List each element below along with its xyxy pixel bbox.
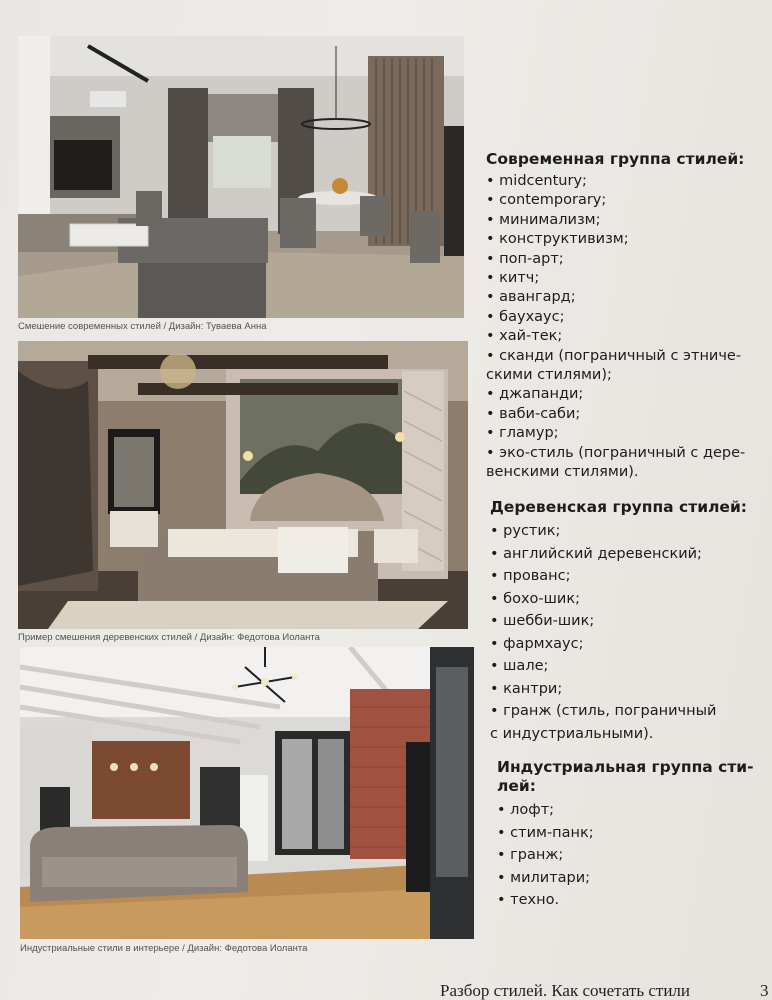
list-item: с индустриальными). [490, 725, 654, 742]
list-item: • гранж; [497, 847, 564, 863]
list-item: • стим-панк; [497, 824, 594, 841]
list-item: • фармхаус; [490, 635, 584, 652]
list-item: • contemporary; [486, 192, 607, 209]
group-title: Современная группа стилей: [486, 150, 745, 168]
style-group-rustic [490, 498, 762, 745]
group-title-line: лей: [497, 777, 536, 795]
style-group-modern [486, 150, 766, 483]
photo-modern-interior [18, 36, 464, 318]
list-item: • милитари; [497, 869, 591, 886]
group-title: Деревенская группа стилей: [490, 498, 747, 516]
photo-caption: Индустриальные стили в интерьере / Дизайн: Федотова Иоланта [20, 943, 308, 954]
list-item: • минимализм; [486, 211, 601, 228]
style-group-industrial [497, 758, 759, 912]
list-item: • сканди (пограничный с этниче- [486, 347, 742, 364]
group-title-line: Индустриальная группа сти- [497, 758, 754, 776]
list-item: • поп-арт; [486, 250, 564, 267]
photo-caption: Пример смешения деревенских стилей / Дизайн: Федотова Иоланта [18, 632, 320, 643]
list-item: • ваби-саби; [486, 405, 581, 422]
photo-rustic-bedroom [18, 341, 468, 629]
list-item: • английский деревенский; [490, 545, 702, 562]
photo-industrial-loft [20, 647, 474, 939]
list-item: • кантри; [490, 680, 563, 697]
list-item: венскими стилями). [486, 464, 639, 481]
list-item: • шебби-шик; [490, 613, 595, 629]
list-item: • гламур; [486, 425, 559, 442]
list-item: • шале; [490, 658, 549, 674]
page-number: 3 [760, 981, 769, 1000]
list-item: • гранж (стиль, пограничный [490, 703, 717, 719]
style-list [497, 799, 759, 912]
list-item: • авангард; [486, 289, 576, 306]
group-title [497, 758, 759, 796]
list-item: • эко-стиль (пограничный с дере- [486, 444, 746, 461]
style-list [486, 172, 766, 483]
list-item: • лофт; [497, 802, 555, 818]
style-list [490, 520, 762, 745]
list-item: • баухаус; [486, 308, 565, 325]
list-item: • бохо-шик; [490, 590, 580, 607]
list-item: • джапанди; [486, 386, 584, 403]
list-item: • midcentury; [486, 173, 587, 189]
running-title: Разбор стилей. Как сочетать стили [440, 981, 691, 1000]
list-item: • прованс; [490, 568, 571, 584]
list-item: скими стилями); [486, 367, 612, 384]
list-item: • китч; [486, 270, 540, 287]
list-item: • рустик; [490, 523, 561, 539]
list-item: • хай-тек; [486, 328, 563, 345]
list-item: • техно. [497, 892, 560, 908]
photo-caption: Смешение современных стилей / Дизайн: Туваева Анна [18, 321, 267, 332]
list-item: • конструктивизм; [486, 231, 629, 248]
